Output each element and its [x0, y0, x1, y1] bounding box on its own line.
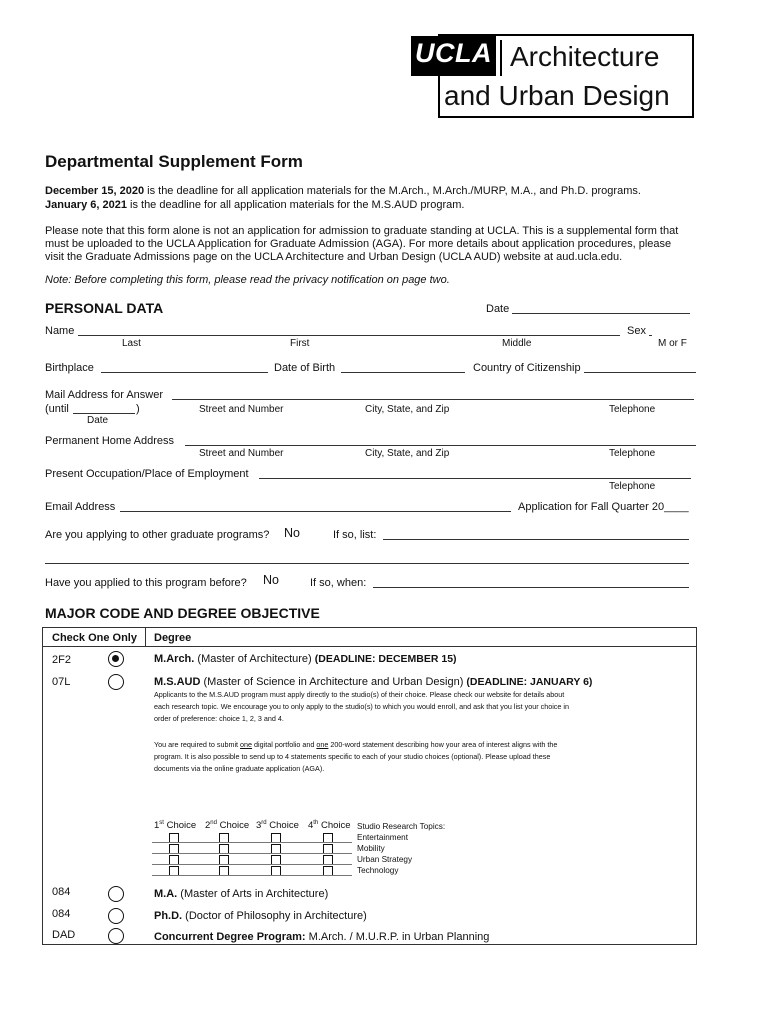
birthplace-field[interactable] [101, 372, 268, 373]
degree-phd [154, 910, 367, 922]
until-label: (until [45, 403, 69, 415]
degree-march-desc: (Master of Architecture) [194, 653, 315, 665]
degree-msaud [154, 676, 592, 688]
sex-label: Sex [627, 325, 646, 337]
choice-4-label [308, 820, 351, 831]
radio-phd[interactable] [108, 908, 124, 924]
degree-ma-desc: (Master of Arts in Architecture) [177, 888, 329, 900]
degree-march-title: M.Arch. [154, 653, 195, 665]
choice-grid [152, 831, 352, 877]
choice-1-text: Choice [163, 820, 197, 832]
other-programs-list-field[interactable] [383, 539, 689, 540]
logo-line2: and Urban Design [444, 80, 670, 111]
name-label: Name [45, 325, 75, 337]
studio-topics [357, 821, 445, 876]
intro-line-2: must be uploaded to the UCLA Application for Graduate Admission (AGA). For more details about application procedures, please [45, 238, 672, 250]
choice-rule-1 [152, 842, 352, 843]
dob-label: Date of Birth [274, 362, 336, 374]
degree-table [42, 627, 697, 945]
name-first-label: First [290, 338, 310, 349]
occupation-field[interactable] [259, 478, 691, 479]
degree-phd-desc: (Doctor of Philosophy in Architecture) [182, 910, 367, 922]
sex-field[interactable] [649, 335, 652, 336]
other-programs-answer[interactable]: No [284, 526, 300, 540]
msaud-p2-l3: documents via the online graduate application (AGA). [154, 764, 325, 773]
email-field[interactable] [120, 511, 511, 512]
msaud-p2-a: You are required to submit [154, 740, 241, 749]
occupation-telephone-hint: Telephone [609, 481, 656, 492]
radio-concurrent[interactable] [108, 928, 124, 944]
applied-before-answer[interactable]: No [263, 573, 279, 587]
degree-march [154, 653, 457, 665]
mail-telephone-hint: Telephone [609, 404, 656, 415]
topic-entertainment: Entertainment [357, 833, 408, 842]
logo-ucla-text: UCLA [415, 38, 492, 68]
code-2f2: 2F2 [52, 654, 71, 666]
mail-address-label: Mail Address for Answer [45, 389, 163, 401]
degree-table-header-rule [43, 646, 696, 647]
occupation-label: Present Occupation/Place of Employment [45, 468, 249, 480]
code-dad: DAD [52, 929, 76, 941]
degree-ma [154, 888, 328, 900]
other-programs-if-so: If so, list: [333, 529, 377, 541]
name-middle-label: Middle [502, 338, 532, 349]
date-field[interactable] [512, 313, 690, 314]
sex-hint: M or F [658, 338, 687, 349]
msaud-p2-one-1: one [240, 740, 253, 749]
choice-2-sup: nd [210, 820, 217, 826]
degree-msaud-deadline: (DEADLINE: JANUARY 6) [466, 676, 593, 688]
intro-note: Note: Before completing this form, please read the privacy notification on page two. [45, 274, 450, 286]
other-programs-question: Are you applying to other graduate programs? [45, 529, 270, 541]
topic-technology: Technology [357, 866, 399, 875]
mail-street-hint: Street and Number [199, 404, 284, 415]
msaud-p1-l2: each research topic. We encourage you to only apply to the studio(s) to which you would enroll, and ask that you list your choice in [154, 702, 569, 711]
other-programs-list-field-2[interactable] [45, 563, 689, 564]
applied-before-when-field[interactable] [373, 587, 689, 588]
choice-3-n: 3 [256, 820, 262, 832]
choice-4-n: 4 [308, 820, 314, 832]
degree-table-code-col-rule [145, 628, 146, 646]
mail-address-field[interactable] [172, 399, 694, 400]
choice-4-sup: th [313, 820, 319, 826]
logo-line1: Architecture [510, 41, 660, 72]
logo-frame-left [438, 76, 440, 118]
choice-2-text: Choice [216, 820, 250, 832]
degree-msaud-desc: (Master of Science in Architecture and Urban Design) [200, 676, 467, 688]
applied-before-if-so: If so, when: [310, 577, 367, 589]
email-label: Email Address [45, 501, 116, 513]
radio-march[interactable] [108, 651, 124, 667]
major-heading: MAJOR CODE AND DEGREE OBJECTIVE [45, 605, 320, 621]
code-07l: 07L [52, 676, 71, 688]
msaud-p1-l3: order of preference: choice 1, 2, 3 and 4. [154, 714, 284, 723]
deadline-1-text: is the deadline for all application materials for the M.Arch., M.Arch./MURP, M.A., and Ph.D. programs. [144, 185, 641, 197]
permanent-address-label: Permanent Home Address [45, 435, 175, 447]
until-close: ) [136, 403, 140, 415]
permanent-address-field[interactable] [185, 445, 696, 446]
perm-city-hint: City, State, and Zip [365, 448, 450, 459]
choice-1-sup: st [159, 820, 164, 826]
msaud-p2-l1 [154, 739, 557, 751]
msaud-p2-b: digital portfolio and [252, 740, 317, 749]
degree-phd-title: Ph.D. [154, 910, 183, 922]
radio-msaud[interactable] [108, 674, 124, 690]
msaud-paragraph-2 [154, 739, 557, 775]
degree-concurrent-title: Concurrent Degree Program: [154, 931, 306, 943]
choice-3-label [256, 820, 299, 831]
application-quarter-label[interactable]: Application for Fall Quarter 20____ [518, 501, 689, 513]
choice-3-text: Choice [266, 820, 299, 832]
intro-line-3: visit the Graduate Admissions page on the UCLA Architecture and Urban Design (UCLA AUD) website at aud.ucla.edu. [45, 251, 623, 263]
applied-before-question: Have you applied to this program before? [45, 577, 247, 589]
date-label: Date [486, 303, 510, 315]
degree-concurrent [154, 931, 489, 943]
degree-march-deadline: (DEADLINE: DECEMBER 15) [314, 653, 457, 665]
choice-rule-2 [152, 853, 352, 854]
choice-rule-4 [152, 875, 352, 876]
personal-data-heading: PERSONAL DATA [45, 300, 164, 316]
degree-concurrent-desc: M.Arch. / M.U.R.P. in Urban Planning [305, 931, 490, 943]
degree-msaud-title: M.S.AUD [154, 676, 201, 688]
code-084-phd: 084 [52, 908, 71, 920]
deadline-1-date: December 15, 2020 [45, 185, 145, 197]
choice-2-label [205, 820, 249, 831]
deadline-1 [45, 185, 641, 197]
choice-1-label [154, 820, 196, 831]
mail-city-hint: City, State, and Zip [365, 404, 450, 415]
code-084-ma: 084 [52, 886, 71, 898]
msaud-p2-l2: program. It is also possible to send up to 4 statements specific to each of your studio choices (optional). Please upload these [154, 752, 551, 761]
birthplace-label: Birthplace [45, 362, 94, 374]
choice-rule-3 [152, 864, 352, 865]
choice-1-n: 1 [154, 820, 160, 832]
until-date-hint: Date [87, 415, 109, 426]
perm-street-hint: Street and Number [199, 448, 284, 459]
choice-2-n: 2 [205, 820, 211, 832]
perm-telephone-hint: Telephone [609, 448, 656, 459]
name-last-label: Last [122, 338, 141, 349]
degree-ma-title: M.A. [154, 888, 178, 900]
radio-ma[interactable] [108, 886, 124, 902]
deadline-2-date: January 6, 2021 [45, 199, 127, 211]
col-check-one: Check One Only [52, 632, 137, 644]
dob-field[interactable] [341, 372, 465, 373]
msaud-paragraph-1 [154, 689, 569, 725]
msaud-p2-one-2: one [316, 740, 329, 749]
topics-label: Studio Research Topics: [357, 822, 446, 831]
citizenship-label: Country of Citizenship [473, 362, 581, 374]
msaud-p1-l1: Applicants to the M.S.AUD program must apply directly to the studio(s) of their choice. Please check our website for details about [154, 690, 565, 699]
deadline-2 [45, 199, 464, 211]
choice-4-text: Choice [318, 820, 351, 832]
topic-mobility: Mobility [357, 844, 385, 853]
deadline-2-text: is the deadline for all application materials for the M.S.AUD program. [126, 199, 465, 211]
page-title: Departmental Supplement Form [45, 152, 303, 171]
intro-line-1: Please note that this form alone is not an application for admission to graduate standing at UCLA. This is a supplemental form that [45, 225, 679, 237]
name-field[interactable] [78, 335, 620, 336]
msaud-p2-c: 200-word statement describing how your area of interest aligns with the [328, 740, 558, 749]
choice-3-sup: rd [261, 820, 267, 826]
until-date-field[interactable] [73, 413, 135, 414]
citizenship-field[interactable] [584, 372, 696, 373]
col-degree: Degree [154, 632, 192, 644]
logo-divider [500, 40, 502, 76]
topic-urban-strategy: Urban Strategy [357, 855, 413, 864]
